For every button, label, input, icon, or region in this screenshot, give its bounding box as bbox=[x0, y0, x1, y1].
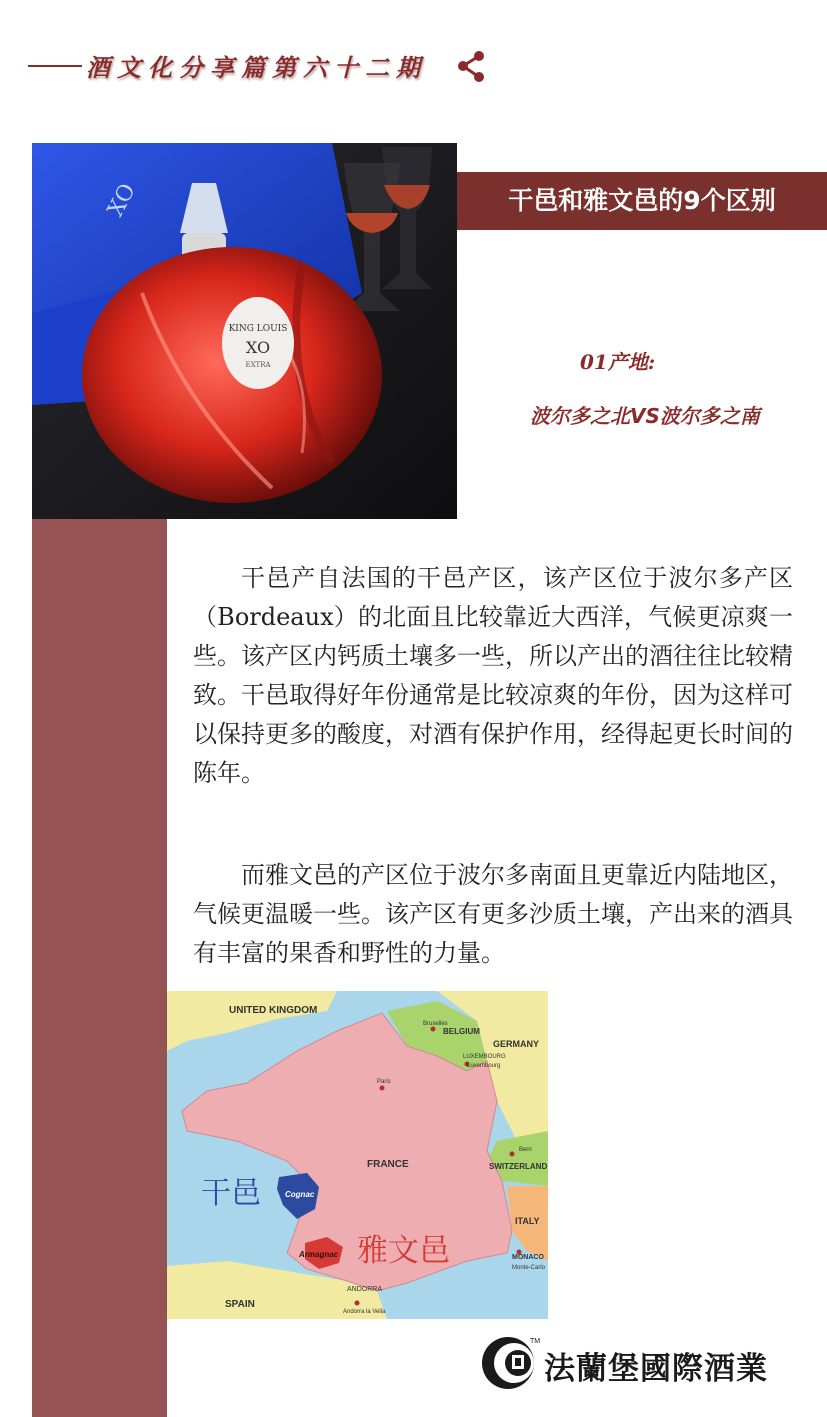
label-luxembourg-city: Luxembourg bbox=[467, 1063, 501, 1069]
label-andorra-city: Andorra la Vella bbox=[343, 1309, 386, 1315]
issue-title: 酒文化分享篇第六十二期 bbox=[86, 53, 427, 82]
label-andorra: ANDORRA bbox=[347, 1286, 383, 1293]
box-text-xo: XO bbox=[103, 179, 141, 221]
label-cognac: Cognac bbox=[285, 1190, 315, 1199]
paragraph-armagnac: 而雅文邑的产区位于波尔多南面且更靠近内陆地区，气候更温暖一些。该产区有更多沙质土壤，产出来的酒具有丰富的果香和野性的力量。 bbox=[193, 861, 793, 967]
decor-bar-lower bbox=[32, 519, 167, 1417]
section-subtitle: 波尔多之北VS波尔多之南 bbox=[530, 404, 760, 428]
company-name: 法蘭堡國際酒業 bbox=[544, 1351, 768, 1387]
label-switzerland: SWITZERLAND bbox=[489, 1162, 548, 1171]
bottle-label-line3: EXTRA bbox=[245, 361, 271, 369]
title-banner bbox=[457, 172, 827, 230]
company-logo bbox=[478, 1333, 808, 1393]
label-italy: ITALY bbox=[515, 1216, 540, 1226]
label-spain: SPAIN bbox=[225, 1299, 255, 1310]
section-number-label: 01产地: bbox=[580, 350, 656, 374]
header-dash bbox=[28, 65, 82, 67]
label-bruxelles: Bruxelles bbox=[423, 1021, 448, 1027]
label-armagnac: Armagnac bbox=[299, 1250, 339, 1259]
label-france: FRANCE bbox=[367, 1159, 409, 1170]
label-paris: Paris bbox=[377, 1079, 391, 1085]
label-cognac-cn: 干邑 bbox=[201, 1176, 261, 1211]
product-photo bbox=[32, 143, 457, 519]
label-belgium: BELGIUM bbox=[443, 1027, 480, 1036]
logo-emblem-icon bbox=[478, 1333, 544, 1393]
label-armagnac-cn: 雅文邑 bbox=[357, 1233, 450, 1269]
label-monaco: MONACO bbox=[512, 1254, 544, 1261]
label-uk: UNITED KINGDOM bbox=[229, 1005, 318, 1016]
share-icon[interactable] bbox=[456, 50, 486, 82]
label-germany: GERMANY bbox=[493, 1039, 540, 1049]
label-bern: Bern bbox=[519, 1147, 532, 1153]
issue-header bbox=[28, 44, 508, 84]
bottle-label-line1: KING LOUIS bbox=[228, 324, 288, 334]
logo-tm: TM bbox=[530, 1338, 541, 1345]
banner-title: 干邑和雅文邑的9个区别 bbox=[508, 186, 776, 215]
label-monte-carlo: Monte-Carlo bbox=[512, 1265, 546, 1271]
paragraph-cognac: 干邑产自法国的干邑产区，该产区位于波尔多产区（Bordeaux）的北面且比较靠近大西洋，气候更凉爽一些。该产区内钙质土壤多一些，所以产出的酒往往比较精致。干邑取得好年份通常是比较凉爽的年份，因为这样可以保持更多的酸度，对酒有保护作用，经得起更长时间的陈年。 bbox=[193, 564, 793, 787]
bottle-label-line2: XO bbox=[245, 338, 271, 357]
label-luxembourg: LUXEMBOURG bbox=[463, 1054, 506, 1060]
france-map bbox=[167, 991, 548, 1319]
